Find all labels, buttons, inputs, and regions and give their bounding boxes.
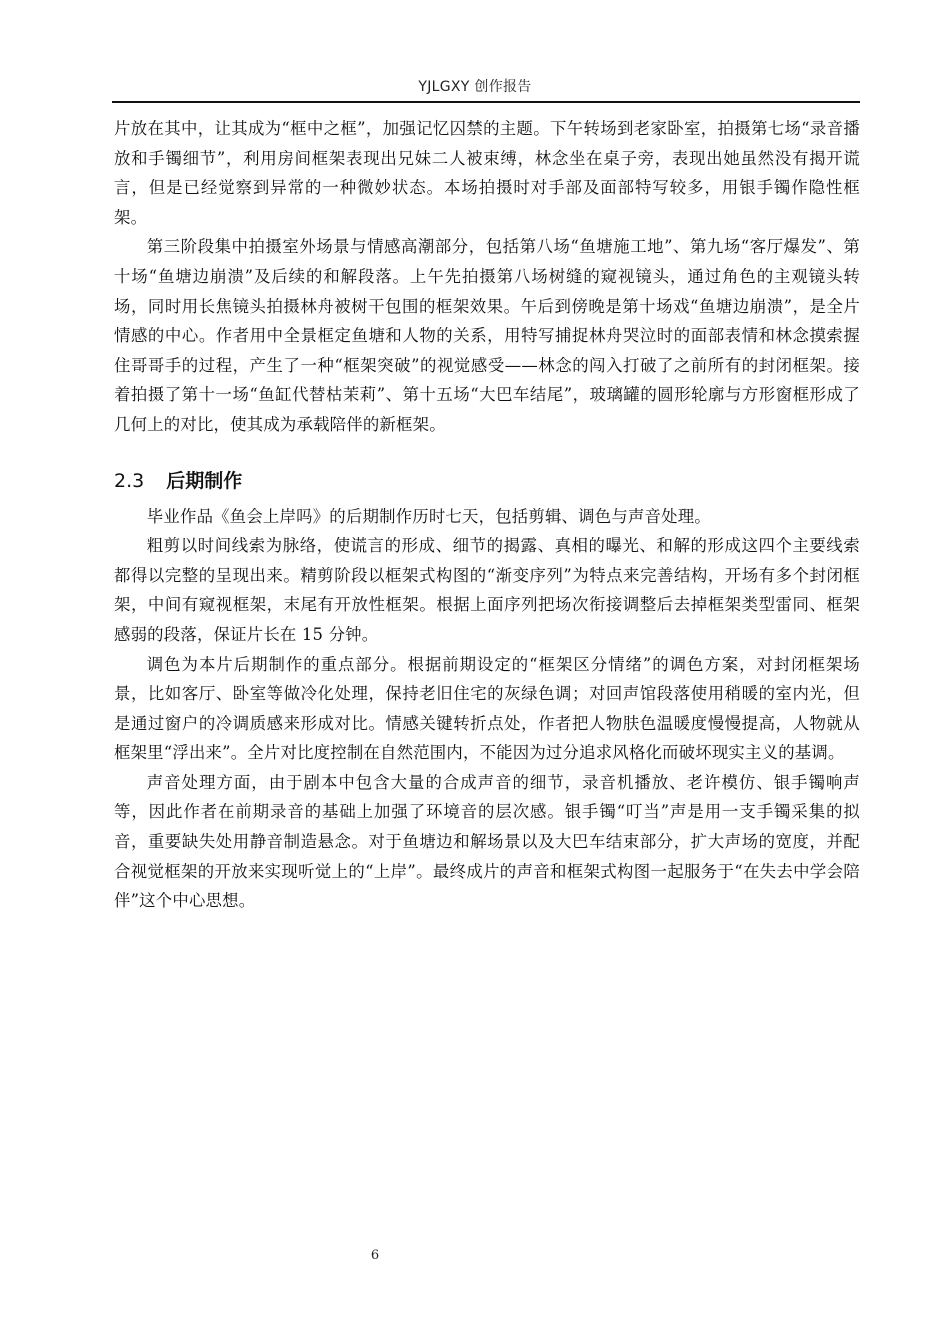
- page-number: 6: [370, 1248, 380, 1263]
- section-heading: [114, 466, 860, 496]
- paragraph-sound: 声音处理方面，由于剧本中包含大量的合成声音的细节，录音机播放、老许模仿、银手镯响声等，因此作者在前期录音的基础上加强了环境音的层次感。银手镯“叮当”声是用一支手镯采集的拟音，重要缺失处用静音制造悬念。对于鱼塘边和解场景以及大巴车结束部分，扩大声场的宽度，并配合视觉框架的开放来实现听觉上的“上岸”。最终成片的声音和框架式构图一起服务于“在失去中学会陪伴”这个中心思想。: [114, 772, 860, 911]
- paragraph-editing: 粗剪以时间线索为脉络，使谎言的形成、细节的揭露、真相的曝光、和解的形成这四个主要线索都得以完整的呈现出来。精剪阶段以框架式构图的“渐变序列”为特点来完善结构，开场有多个封闭框架，中间有窥视框架，末尾有开放性框架。根据上面序列把场次衔接调整后去掉框架类型雷同、框架感弱的段落，保证片长在 15 分钟。: [114, 536, 860, 644]
- running-header: YJLGXY 创作报告: [418, 79, 532, 95]
- section-title: 后期制作: [166, 469, 243, 492]
- section-number: 2.3: [114, 469, 145, 492]
- paragraph-continued: 片放在其中，让其成为“框中之框”，加强记忆囚禁的主题。下午转场到老家卧室，拍摄第七场“录音播放和手镯细节”，利用房间框架表现出兄妹二人被束缚，林念坐在桌子旁，表现出她虽然没有揭开谎言，但是已经觉察到异常的一种微妙状态。本场拍摄时对手部及面部特写较多，用银手镯作隐性框架。: [114, 119, 860, 227]
- report-body: [114, 114, 860, 916]
- paragraph-post-production-intro: 毕业作品《鱼会上岸吗》的后期制作历时七天，包括剪辑、调色与声音处理。: [146, 506, 711, 526]
- paragraph-color-grading: 调色为本片后期制作的重点部分。根据前期设定的“框架区分情绪”的调色方案，对封闭框架场景，比如客厅、卧室等做冷化处理，保持老旧住宅的灰绿色调；对回声馆段落使用稍暖的室内光，但是通过窗户的冷调质感来形成对比。情感关键转折点处，作者把人物肤色温暖度慢慢提高，人物就从框架里“浮出来”。全片对比度控制在自然范围内，不能因为过分追求风格化而破坏现实主义的基调。: [114, 654, 860, 763]
- paragraph-shooting-stage-three: 第三阶段集中拍摄室外场景与情感高潮部分，包括第八场“鱼塘施工地”、第九场“客厅爆发”、第十场“鱼塘边崩溃”及后续的和解段落。上午先拍摄第八场树缝的窥视镜头，通过角色的主观镜头转场，同时用长焦镜头拍摄林舟被树干包围的框架效果。午后到傍晚是第十场戏“鱼塘边崩溃”，是全片情感的中心。作者用中全景框定鱼塘和人物的关系，用特写捕捉林舟哭泣时的面部表情和林念摸索握住哥哥手的过程，产生了一种“框架突破”的视觉感受——林念的闯入打破了之前所有的封闭框架。接着拍摄了第十一场“鱼缸代替枯茉莉”、第十五场“大巴车结尾”，玻璃罐的圆形轮廓与方形窗框形成了几何上的对比，使其成为承载陪伴的新框架。: [114, 237, 860, 434]
- header-divider: [112, 101, 860, 103]
